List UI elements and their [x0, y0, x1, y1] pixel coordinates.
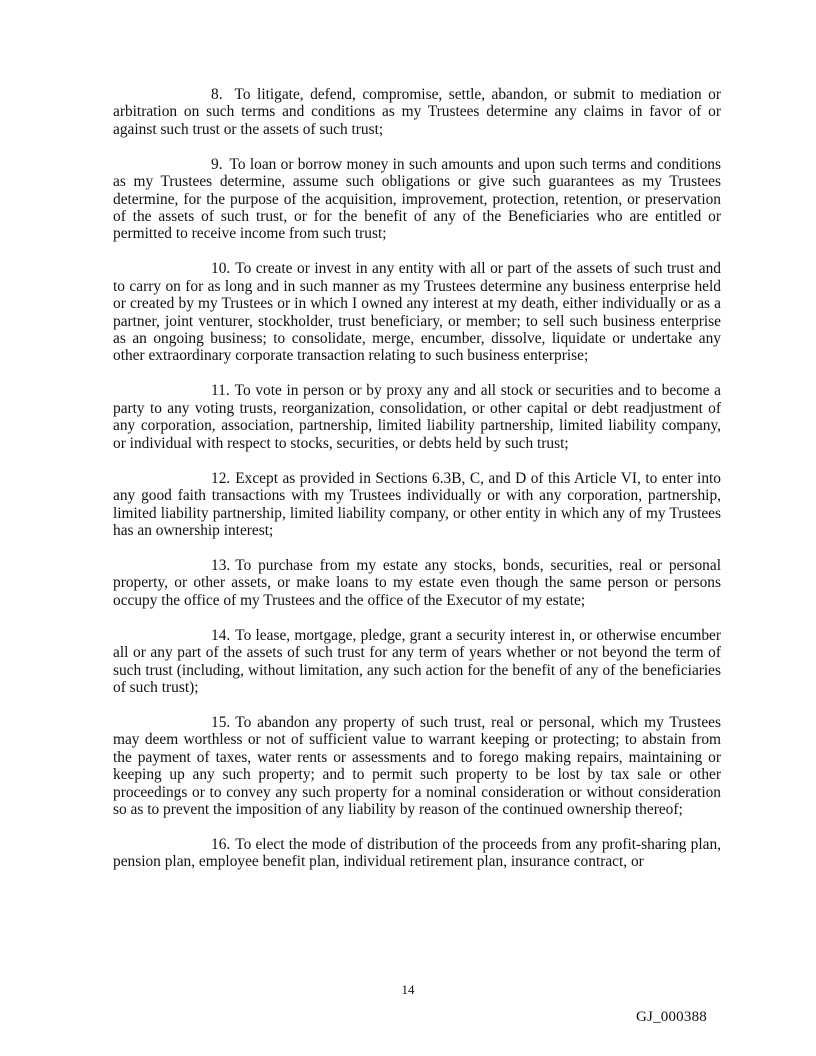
paragraph-text: To vote in person or by proxy any and all stock or securities and to become a party to any voting trusts, reorganization, consolidation, or other capital or debt readjustment of any corporation, association, partnership, limited liability partnership, limited liability company, or individual with respect to stocks, securities, or debts held by such trust;: [113, 382, 721, 452]
paragraph-16: [113, 836, 721, 871]
paragraph-13: [113, 557, 721, 609]
paragraph-11: [113, 382, 721, 452]
paragraph-number: 9.: [211, 155, 223, 173]
page-number: 14: [401, 982, 415, 997]
paragraph-text: To elect the mode of distribution of the proceeds from any profit-sharing plan, pension plan, employee benefit plan, individual retirement plan, insurance contract, or: [113, 835, 721, 871]
paragraph-number: 16.: [211, 835, 231, 853]
paragraph-number: 15.: [211, 713, 231, 731]
paragraph-9: [113, 156, 721, 243]
document-body: [113, 86, 721, 888]
paragraph-15: [113, 714, 721, 818]
paragraph-12: [113, 470, 721, 540]
paragraph-number: 12.: [211, 469, 231, 487]
paragraph-number: 14.: [211, 626, 231, 644]
paragraph-text: To purchase from my estate any stocks, bonds, securities, real or personal property, or other assets, or make loans to my estate even though the same person or persons occupy the office of my Trustees and the office of the Executor of my estate;: [113, 556, 721, 609]
paragraph-8: [113, 86, 721, 138]
paragraph-text: To litigate, defend, compromise, settle, abandon, or submit to mediation or arbitration on such terms and conditions as my Trustees determine any claims in favor of or against such trust or the assets of such trust;: [113, 86, 721, 138]
paragraph-text: To lease, mortgage, pledge, grant a security interest in, or otherwise encumber all or any part of the assets of such trust for any term of years whether or not beyond the term of such trust (including, without limitation, any such action for the benefit of any of the beneficiaries of such trust);: [113, 626, 721, 696]
paragraph-number: 8.: [211, 86, 223, 103]
paragraph-text: To loan or borrow money in such amounts and upon such terms and conditions as my Trustees determine, assume such obligations or give such guarantees as my Trustees determine, for the purpose of the acquisition, improvement, protection, retention, or preservation of the assets of such trust, or for the benefit of any of the Beneficiaries who are entitled or permitted to receive income from such trust;: [113, 155, 721, 243]
paragraph-text: Except as provided in Sections 6.3B, C, and D of this Article VI, to enter into any good faith transactions with my Trustees individually or with any corporation, partnership, limited liability partnership, limited liability company, or other entity in which any of my Trustees has an ownership interest;: [113, 469, 721, 539]
paragraph-text: To create or invest in any entity with all or part of the assets of such trust and to carry on for as long and in such manner as my Trustees determine any business enterprise held or created by my Trustees or in which I owned any interest at my death, either individually or as a partner, joint venturer, stockholder, trust beneficiary, or member; to sell such business enterprise as an ongoing business; to consolidate, merge, encumber, dissolve, liquidate or undertake any other extraordinary corporate transaction relating to such business enterprise;: [113, 260, 721, 365]
bates-number: GJ_000388: [636, 1009, 707, 1025]
paragraph-10: [113, 260, 721, 364]
paragraph-number: 10.: [211, 260, 231, 278]
paragraph-number: 11.: [211, 382, 230, 400]
paragraph-number: 13.: [211, 556, 231, 574]
paragraph-text: To abandon any property of such trust, real or personal, which my Trustees may deem worthless or not of sufficient value to warrant keeping or protecting; to abstain from the payment of taxes, water rents or assessments and to forego making repairs, maintaining or keeping up any such property; and to permit such property to be lost by tax sale or other proceedings or to convey any such property for a nominal consideration or without consideration so as to prevent the imposition of any liability by reason of the continued ownership thereof;: [113, 713, 721, 818]
paragraph-14: [113, 627, 721, 697]
